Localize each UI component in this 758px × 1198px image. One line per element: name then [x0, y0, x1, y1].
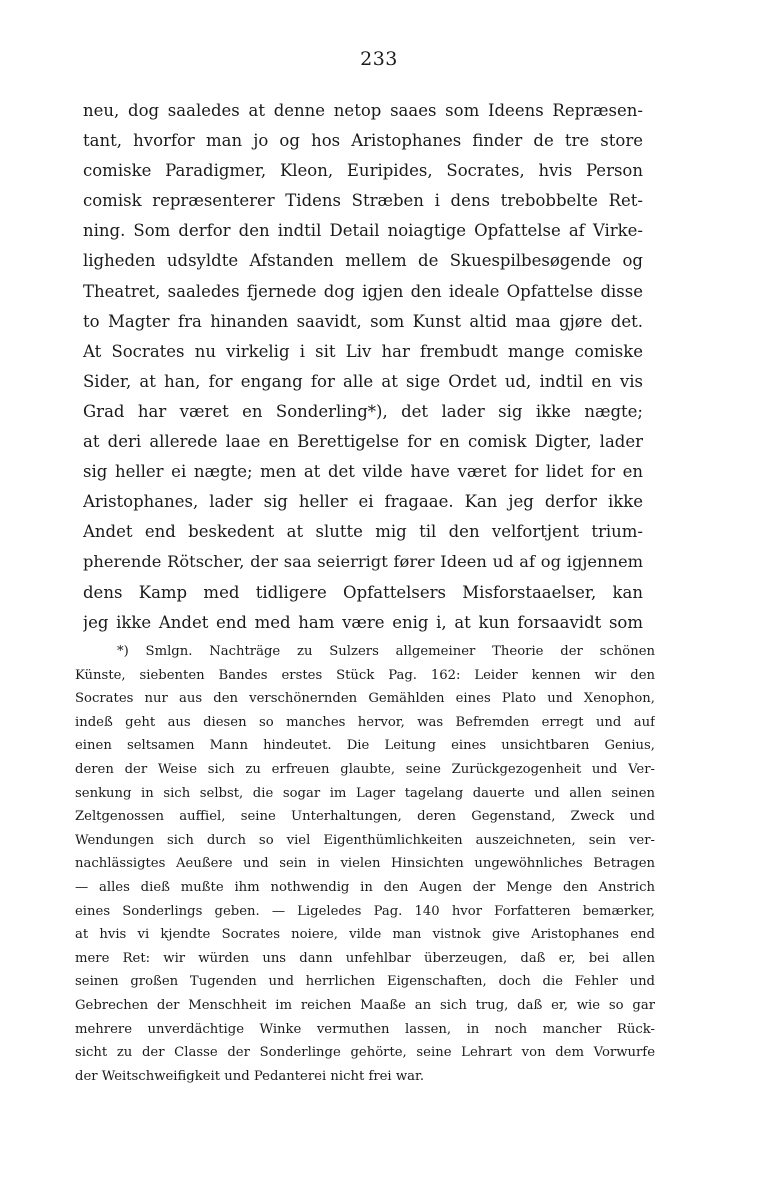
footnote-line: at hvis vi kjendte Socrates noiere, vilde man vistnok give Aristophanes end [75, 927, 655, 943]
main-text-line: to Magter fra hinanden saavidt, som Kunst altid maa gjøre det. [83, 311, 643, 331]
footnote-line: nachlässigtes Aeußere und sein in vielen Hinsichten ungewöhnliches Betragen [75, 856, 655, 872]
main-text-line: At Socrates nu virkelig i sit Liv har frembudt mange comiske [83, 341, 643, 361]
footnote-line: indeß geht aus diesen so manches hervor, was Befremden erregt und auf [75, 714, 655, 730]
footnote-line: *) Smlgn. Nachträge zu Sulzers allgemeiner Theorie der schönen [117, 644, 655, 659]
main-text-line: comisk repræsenterer Tidens Stræben i dens trebobbelte Ret- [83, 191, 643, 211]
main-text-line: pherende Rötscher, der saa seierrigt fører Ideen ud af og igjennem [83, 552, 643, 572]
footnote-line: seinen großen Tugenden und herrlichen Eigenschaften, doch die Fehler und [75, 974, 655, 990]
main-text-line: Grad har været en Sonderling*), det lader sig ikke nægte; [83, 401, 643, 421]
footnote-line: mehrere unverdächtige Winke vermuthen lassen, in noch mancher Rück- [75, 1021, 655, 1037]
footnote-line: eines Sonderlings geben. — Ligeledes Pag. 140 hvor Forfatteren bemærker, [75, 903, 655, 919]
main-text-line: Sider, at han, for engang for alle at sige Ordet ud, indtil en vis [83, 371, 643, 391]
main-text-line: tant, hvorfor man jo og hos Aristophanes finder de tre store [83, 131, 643, 151]
main-text-line: Andet end beskedent at slutte mig til den velfortjent trium- [83, 522, 643, 542]
main-text-block [83, 96, 643, 638]
footnote-line: Zeltgenossen auffiel, seine Unterhaltungen, deren Gegenstand, Zweck und [75, 809, 655, 825]
footnote-line: — alles dieß mußte ihm nothwendig in den Augen der Menge den Anstrich [75, 879, 655, 895]
footnote-line: Wendungen sich durch so viel Eigenthümlichkeiten auszeichneten, sein ver- [75, 832, 655, 848]
main-text-line: sig heller ei nægte; men at det vilde have været for lidet for en [83, 462, 643, 482]
main-text-line: jeg ikke Andet end med ham være enig i, at kun forsaavidt som [83, 612, 643, 632]
page-number: 233 [360, 48, 398, 70]
main-text-line: dens Kamp med tidligere Opfattelsers Misforstaaelser, kan [83, 582, 643, 602]
footnote-block [75, 640, 655, 1088]
footnote-line: mere Ret: wir würden uns dann unfehlbar überzeugen, daß er, bei allen [75, 950, 655, 966]
main-text-line: ligheden udsyldte Afstanden mellem de Skuespilbesøgende og [83, 251, 643, 271]
footnote-line: Künste, siebenten Bandes erstes Stück Pag. 162: Leider kennen wir den [75, 667, 655, 683]
main-text-line: at deri allerede laae en Berettigelse for en comisk Digter, lader [83, 432, 643, 452]
main-text-line: comiske Paradigmer, Kleon, Euripides, Socrates, hvis Person [83, 161, 643, 181]
main-text-line: ning. Som derfor den indtil Detail noiagtige Opfattelse af Virke- [83, 221, 643, 241]
footnote-line: Gebrechen der Menschheit im reichen Maaße an sich trug, daß er, wie so gar [75, 997, 655, 1013]
main-text-line: neu, dog saaledes at denne netop saaes som Ideens Repræsen- [83, 101, 643, 120]
footnote-line: Socrates nur aus den verschönernden Gemählden eines Plato und Xenophon, [75, 691, 655, 707]
footnote-line: senkung in sich selbst, die sogar im Lager tagelang dauerte und allen seinen [75, 785, 655, 801]
footnote-line: einen seltsamen Mann hindeutet. Die Leitung eines unsichtbaren Genius, [75, 738, 655, 754]
main-text-line: Aristophanes, lader sig heller ei fragaae. Kan jeg derfor ikke [83, 492, 643, 512]
main-text-line: Theatret, saaledes fjernede dog igjen den ideale Opfattelse disse [83, 281, 643, 301]
footnote-line: deren der Weise sich zu erfreuen glaubte, seine Zurückgezogenheit und Ver- [75, 761, 655, 777]
footnote-line: sicht zu der Classe der Sonderlinge gehörte, seine Lehrart von dem Vorwurfe [75, 1045, 655, 1061]
footnote-line: der Weitschweifigkeit und Pedanterei nicht frei war. [75, 1068, 425, 1084]
